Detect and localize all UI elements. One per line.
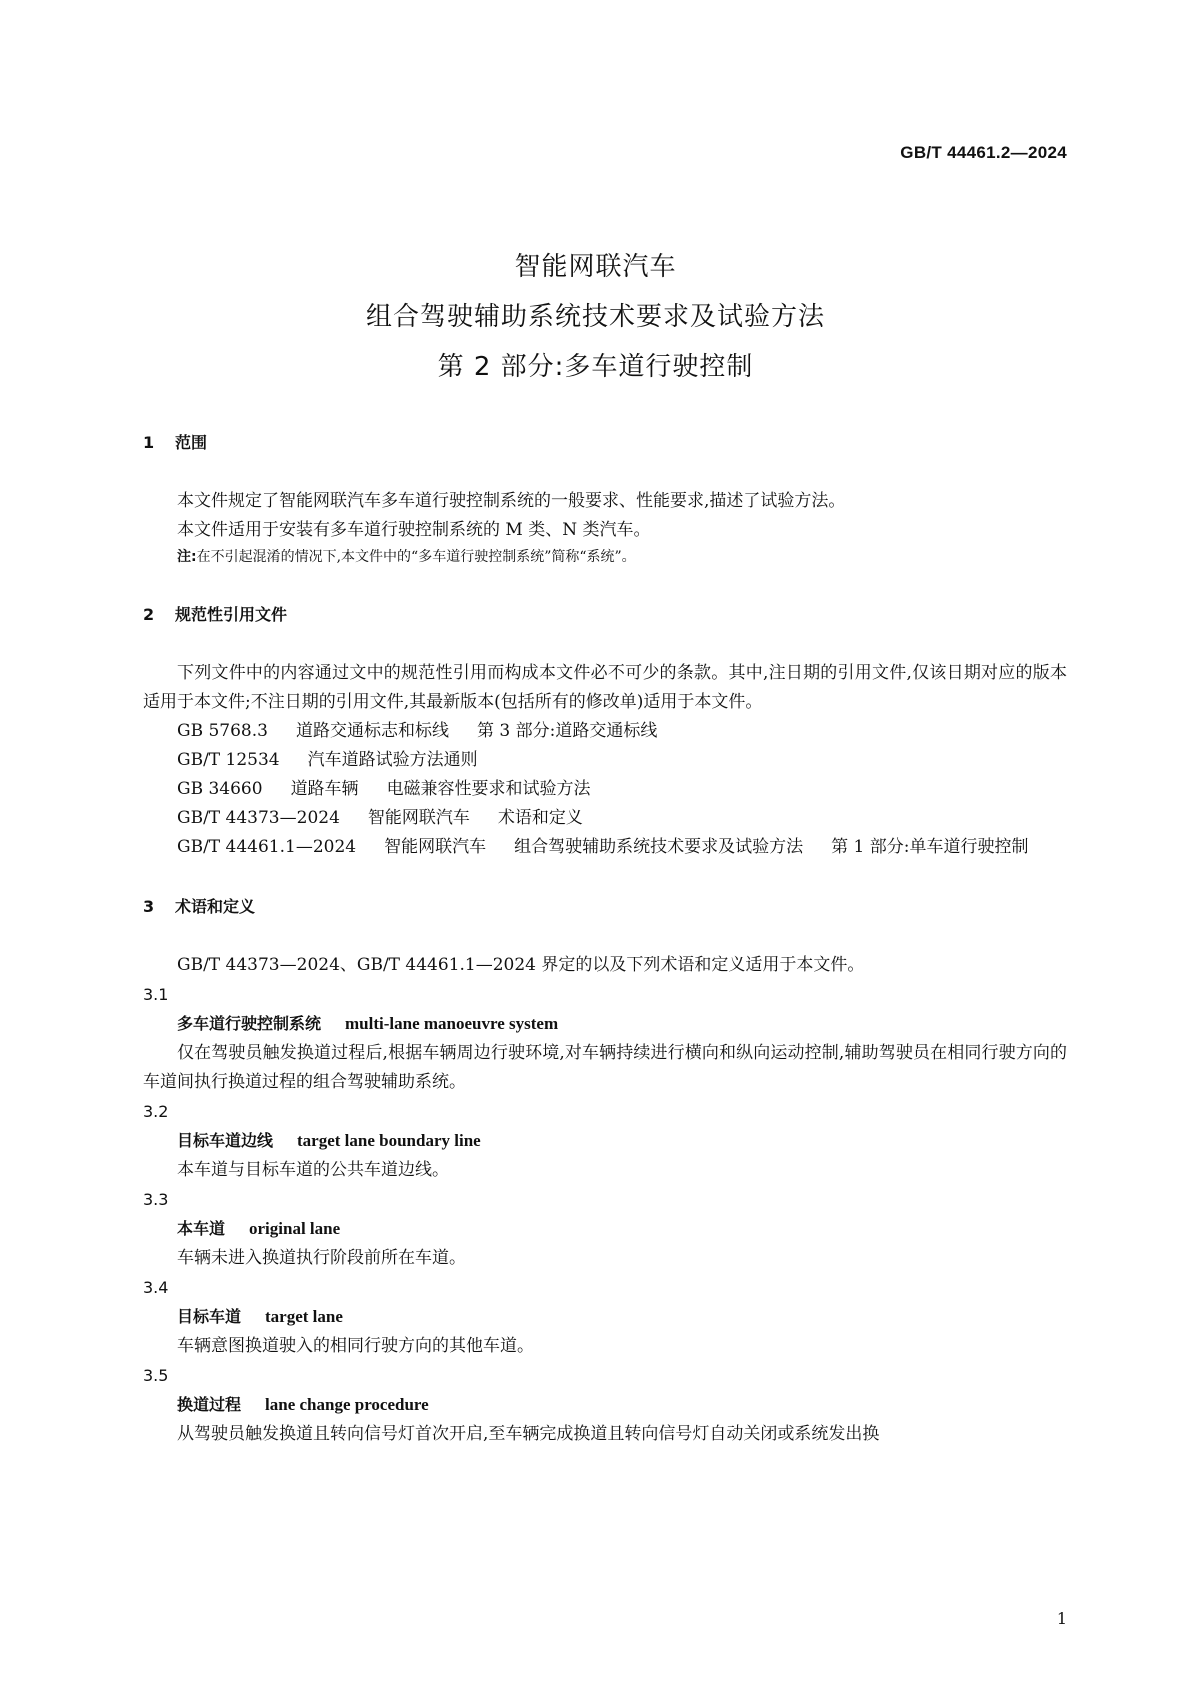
section-title: 范围	[175, 433, 208, 452]
section-heading-normative	[143, 600, 1067, 629]
note-label: 注:	[177, 549, 197, 565]
term-entry	[143, 1009, 1067, 1039]
clause-number: 3.1	[143, 985, 169, 1004]
note-text: 在不引起混淆的情况下,本文件中的“多车道行驶控制系统”简称“系统”。	[196, 549, 636, 565]
reference-code: GB/T 44373—2024	[177, 808, 340, 828]
reference-item	[143, 746, 1067, 775]
section-heading-terms	[143, 892, 1067, 921]
term-zh: 目标车道	[177, 1307, 242, 1326]
scope-paragraph-2: 本文件适用于安装有多车道行驶控制系统的 M 类、N 类汽车。	[177, 520, 651, 540]
section-title: 术语和定义	[175, 897, 256, 916]
reference-part: 第 1 部分:单车道行驶控制	[831, 837, 1029, 857]
reference-code: GB 34660	[177, 779, 263, 799]
term-definition: 车辆未进入换道执行阶段前所在车道。	[177, 1248, 466, 1268]
term-en: lane change procedure	[265, 1395, 429, 1414]
section-title: 规范性引用文件	[175, 605, 288, 624]
term-definition: 本车道与目标车道的公共车道边线。	[177, 1160, 449, 1180]
term-definition: 仅在驾驶员触发换道过程后,根据车辆周边行驶环境,对车辆持续进行横向和纵向运动控制,辅助驾驶员在相同行驶方向的车道间执行换道过程的组合驾驶辅助系统。	[143, 1043, 1067, 1092]
term-en: original lane	[249, 1219, 341, 1238]
term-definition: 从驾驶员触发换道且转向信号灯首次开启,至车辆完成换道且转向信号灯自动关闭或系统发出换	[177, 1424, 880, 1444]
terms-intro: GB/T 44373—2024、GB/T 44461.1—2024 界定的以及下列术语和定义适用于本文件。	[177, 955, 865, 975]
term-entry	[143, 1390, 1067, 1420]
term-zh: 多车道行驶控制系统	[177, 1014, 322, 1033]
document-body	[143, 428, 1067, 1449]
term-en: multi-lane manoeuvre system	[345, 1014, 559, 1033]
reference-title: 智能网联汽车	[367, 808, 470, 828]
term-entry	[143, 1126, 1067, 1156]
term-zh: 目标车道边线	[177, 1131, 274, 1150]
section-number: 1	[143, 433, 155, 452]
term-entry	[143, 1214, 1067, 1244]
term-en: target lane	[265, 1307, 343, 1326]
clause-number: 3.3	[143, 1190, 169, 1209]
reference-item	[143, 804, 1067, 833]
reference-item	[143, 833, 1067, 862]
reference-item	[143, 717, 1067, 746]
reference-item	[143, 775, 1067, 804]
reference-part: 电磁兼容性要求和试验方法	[386, 779, 591, 799]
reference-title: 道路交通标志和标线	[295, 721, 449, 741]
clause-number: 3.5	[143, 1366, 169, 1385]
scope-paragraph-1: 本文件规定了智能网联汽车多车道行驶控制系统的一般要求、性能要求,描述了试验方法。	[177, 491, 846, 511]
reference-part: 术语和定义	[497, 808, 583, 828]
term-zh: 换道过程	[177, 1395, 242, 1414]
title-line-2: 组合驾驶辅助系统技术要求及试验方法	[365, 302, 825, 332]
reference-code: GB 5768.3	[177, 721, 268, 741]
scope-note	[143, 545, 1067, 570]
standard-number: GB/T 44461.2—2024	[900, 143, 1067, 162]
reference-title: 智能网联汽车	[384, 837, 487, 857]
title-line-1: 智能网联汽车	[514, 252, 677, 282]
reference-code: GB/T 44461.1—2024	[177, 837, 357, 857]
reference-title: 汽车道路试验方法通则	[307, 750, 478, 770]
section-heading-scope	[143, 428, 1067, 457]
reference-part: 第 3 部分:道路交通标线	[476, 721, 658, 741]
document-title	[0, 242, 1191, 392]
section-number: 3	[143, 897, 155, 916]
page-number: 1	[1056, 1609, 1067, 1628]
term-zh: 本车道	[177, 1219, 226, 1238]
title-line-3: 第 2 部分:多车道行驶控制	[437, 352, 754, 382]
clause-number: 3.4	[143, 1278, 169, 1297]
section-number: 2	[143, 605, 155, 624]
clause-number: 3.2	[143, 1102, 169, 1121]
term-definition: 车辆意图换道驶入的相同行驶方向的其他车道。	[177, 1336, 534, 1356]
term-entry	[143, 1302, 1067, 1332]
reference-subtitle: 组合驾驶辅助系统技术要求及试验方法	[514, 837, 804, 857]
reference-title: 道路车辆	[290, 779, 359, 799]
normative-intro: 下列文件中的内容通过文中的规范性引用而构成本文件必不可少的条款。其中,注日期的引用文件,仅该日期对应的版本适用于本文件;不注日期的引用文件,其最新版本(包括所有的修改单)适用于本文件。	[143, 663, 1067, 712]
reference-code: GB/T 12534	[177, 750, 280, 770]
term-en: target lane boundary line	[297, 1131, 481, 1150]
